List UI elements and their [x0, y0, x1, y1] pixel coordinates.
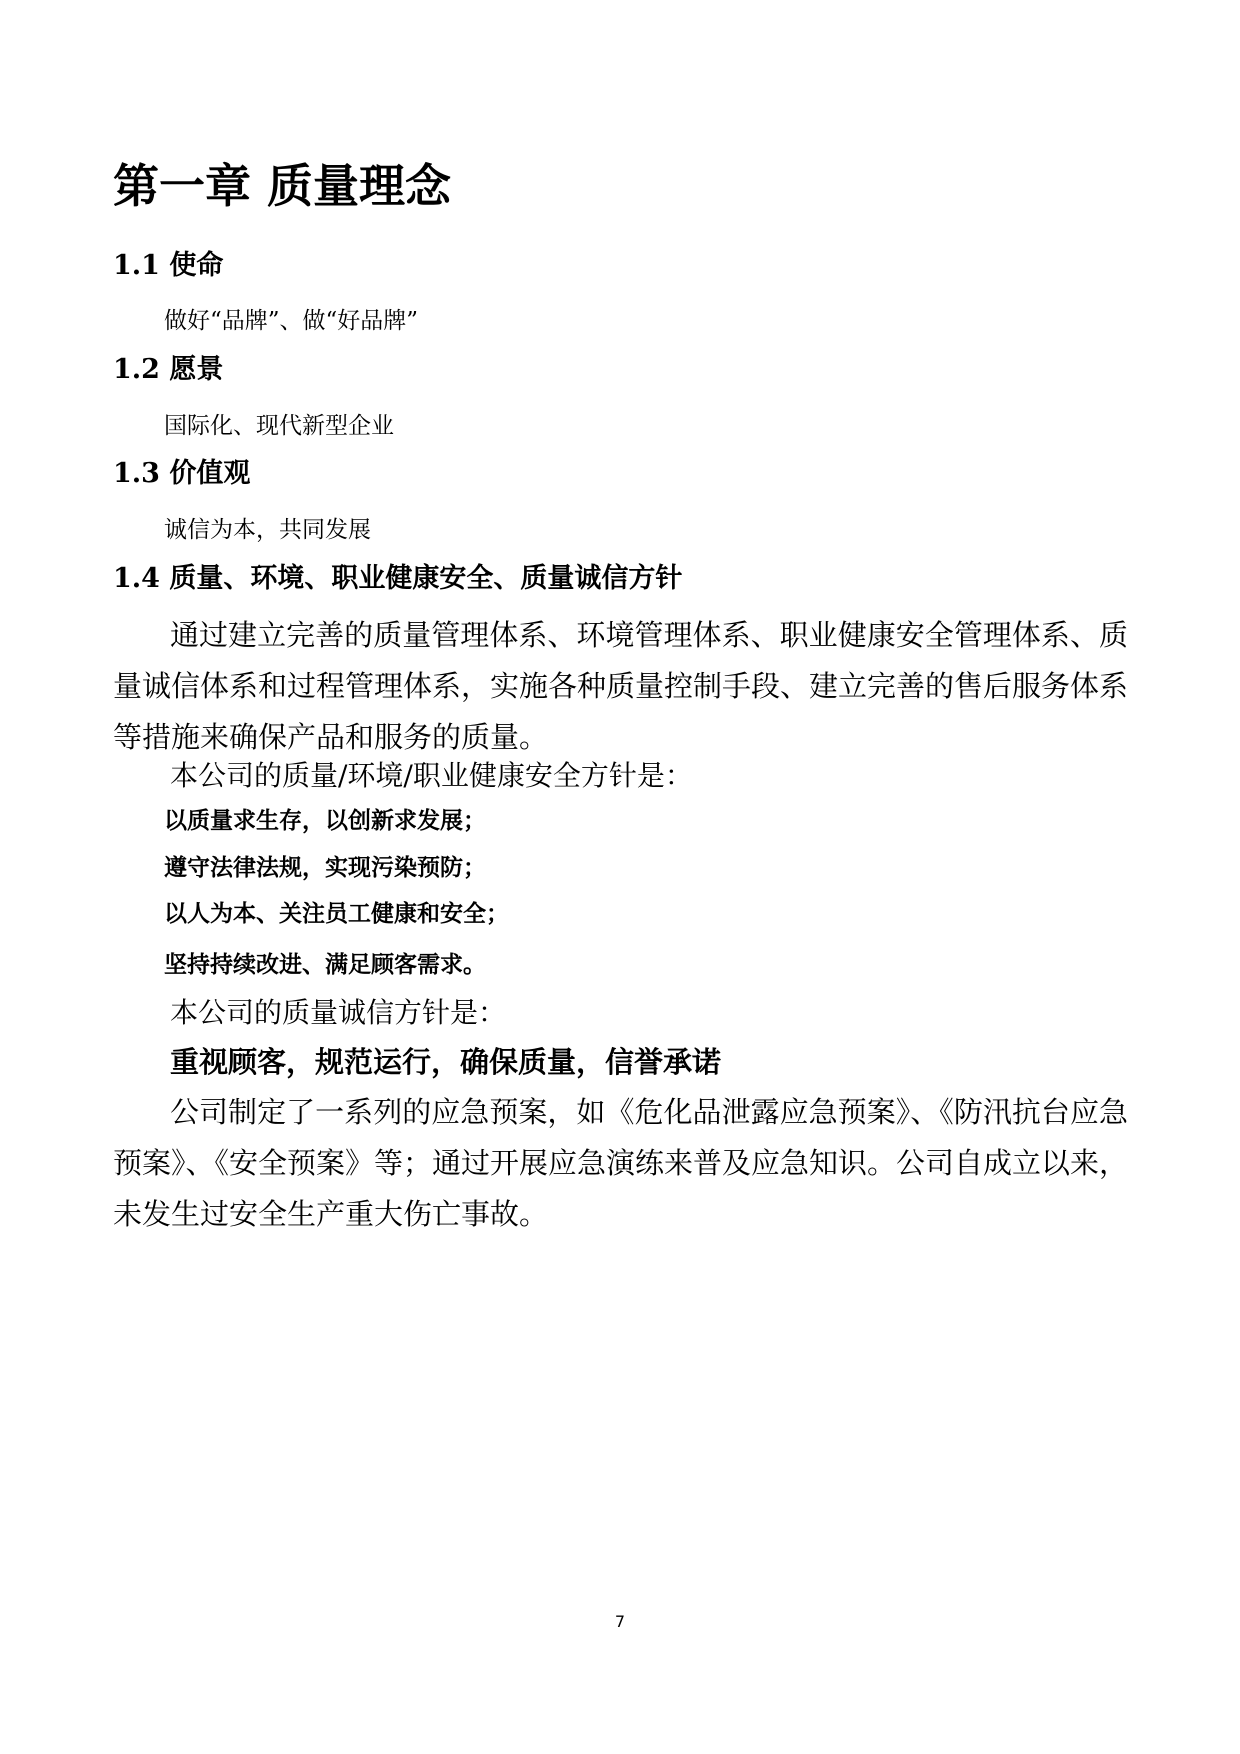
section-text-vision: 国际化、现代新型企业 [164, 413, 394, 439]
section-heading-vision: 1.2 愿景 [113, 354, 224, 385]
integrity-policy-lead: 本公司的质量诚信方针是： [170, 996, 507, 1029]
section-heading-policy: 1.4 质量、环境、职业健康安全、质量诚信方针 [113, 563, 683, 594]
qehs-policy-lead: 本公司的质量/环境/职业健康安全方针是： [170, 759, 693, 792]
emergency-paragraph: 公司制定了一系列的应急预案，如《危化品泄露应急预案》、《防汛抗台应急预案》、《安全预案》等；通过开展应急演练来普及应急知识。公司自成立以来，未发生过安全生产重大伤亡事故。 [113, 1095, 1129, 1231]
qehs-policy-item: 遵守法律法规，实现污染预防； [164, 855, 486, 881]
section-heading-mission: 1.1 使命 [113, 250, 224, 281]
section-text-mission: 做好“品牌”、做“好品牌” [164, 308, 419, 334]
qehs-policy-item: 以人为本、关注员工健康和安全； [164, 901, 509, 927]
page-number: 7 [614, 1612, 626, 1631]
policy-intro-paragraph: 通过建立完善的质量管理体系、环境管理体系、职业健康安全管理体系、质量诚信体系和过程管理体系，实施各种质量控制手段、建立完善的售后服务体系等措施来确保产品和服务的质量。 [113, 618, 1129, 754]
section-text-values: 诚信为本，共同发展 [164, 517, 371, 543]
integrity-policy: 重视顾客，规范运行，确保质量，信誉承诺 [170, 1045, 722, 1079]
chapter-title: 第一章 质量理念 [113, 159, 452, 213]
qehs-policy-item: 以质量求生存，以创新求发展； [164, 808, 486, 834]
qehs-policy-item: 坚持持续改进、满足顾客需求。 [164, 952, 486, 978]
section-heading-values: 1.3 价值观 [113, 458, 251, 489]
